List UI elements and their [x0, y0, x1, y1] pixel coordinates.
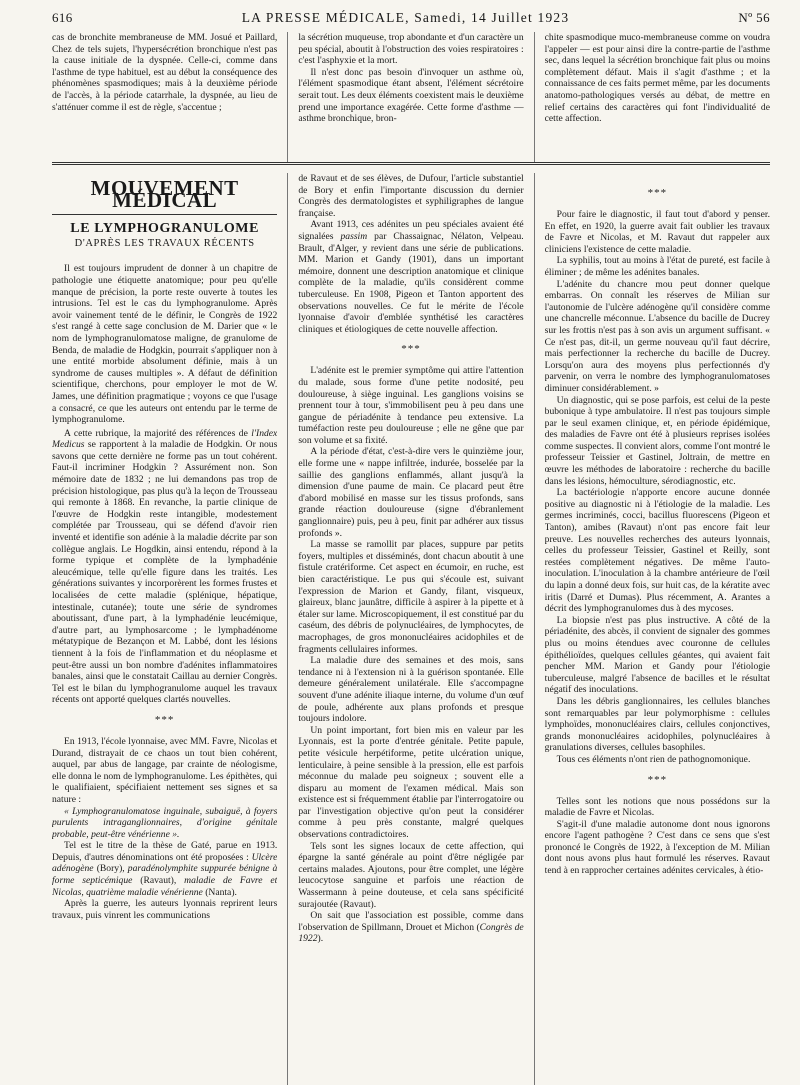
- paragraph: La bactériologie n'apporte encore aucune donnée positive au diagnostic ni à l'étiologie de la maladie. Les germes incriminés, cocci, bacillus fluorescens (Pigeon et Tanton), amibes (Ravaut) n'ont pas encore fait leur preuve. Les nouvelles recherches des auteurs lyonnais, celles du professeur Teissier, Gastinel et Reilly, sont restées complètement négatives. De même l'auto-inoculation. L'inoculation à la chambre antérieure de l'œil du lapin a donné deux fois, sur huit cas, de la kératite avec iritis (Darré et Dumas). Plus récemment, A. Arantes a décrit des lymphogranulomes dus à des mycoses.: [544, 487, 770, 615]
- paragraph: A cette rubrique, la majorité des références de l'Index Medicus se rapportent à la maladie de Hodgkin. Or nous savons que cette dernière ne forme pas un tout cohérent. Faut-il incriminer Hodgkin ? Assurément non. Son mémoire date de 1832 ; ne lui demandons pas trop de précision histologique, pas plus qu'à la leçon de Trousseau qui remonte à 1868. En revanche, la partie clinique de l'œuvre de Hodgkin reste intangible, modestement complétée par Trousseau, qui se défend d'avoir rien inventé et identifie son adénie à la maladie décrite par son collègue anglais. Le Hogdkin, ainsi entendu, répond à la forme typique et complète de la lymphadénie aleucémique, telle qu'elle figure dans les traités. Les générations suivantes y incorporèrent les formes frustes et localisées de cette maladie (splénique, hépatique, intestinale, cutanée); toute une série de syndromes aboutissant, d'une part, à la lymphadénie leucémique, d'autre part, au lymphosarcome ; le lymphadénome métatypique de Bezançon et M. Labbé, dont les lésions tiennent à la fois de l'inflammation et du néoplasme et peut-être aussi un bon nombre d'adénites inflammatoires banales, ainsi que le constatait Caillau au dernier Congrès. Tel est le bilan du lymphogranulome auquel les travaux récents ont apporté quelques clartés nouvelles.: [52, 427, 278, 706]
- paragraph: de Ravaut et de ses élèves, de Dufour, l'article substantiel de Bory et enfin l'importante discussion du dernier Congrès des dermatologistes et syphiligraphes de langue française.: [298, 173, 524, 219]
- paragraph: La syphilis, tout au moins à l'état de pureté, est facile à éliminer ; de même les adénites banales.: [544, 255, 770, 278]
- column-rule: [287, 173, 288, 1085]
- paragraph: L'adénite est le premier symptôme qui attire l'attention du malade, sous forme d'une petite nodosité, peu douloureuse, à siège inguinal. Les ganglions voisins se prennent tour à tour, s'immobilisent peu à peu dans une gangue de périadénite à tendance peu extensive. La tuméfaction reste peu douloureuse ; elle ne gêne que par son volume et sa fixité.: [298, 365, 524, 446]
- continued-article: [52, 32, 770, 165]
- issue-number: Nº 56: [738, 10, 770, 25]
- asterism: ***: [401, 343, 421, 356]
- paragraph: Tel est le titre de la thèse de Gaté, parue en 1913. Depuis, d'autres dénominations ont été proposées : Ulcère adénogène (Bory), paradénolymphite suppurée bénigne à forme septicémique (Ravaut), maladie de Favre et Nicolas, quatrième maladie vénérienne (Nanta).: [52, 840, 278, 898]
- paragraph: Pour faire le diagnostic, il faut tout d'abord y penser. En effet, en 1920, la guerre avait fait oublier les travaux de Favre et Nicolas, et M. Ravaut dut rappeler aux cliniciens l'existence de cette maladie.: [544, 209, 770, 255]
- column-rule: [534, 173, 535, 1085]
- article-column-3: [545, 173, 770, 1085]
- asterism: ***: [647, 773, 668, 786]
- paragraph: La biopsie n'est pas plus instructive. A côté de la périadénite, des abcès, il convient de signaler des gommes plus ou moins étendues avec couronne de cellules épithélioïdes, quelques cellules géantes, qui avaient fait pencher MM. Marion et Gandy pour l'étiologie tuberculeuse, malgré l'absence de bacilles et le résultat négatif des inoculations.: [544, 614, 770, 696]
- paragraph: S'agit-il d'une maladie autonome dont nous ignorons encore l'agent pathogène ? C'est dans ce sens que s'est prononcé le Congrès de 1922, à l'exception de M. Milian dont nous avons plus haut formulé les réserves. Ravaut tend à en rapprocher certaines adénites cervicales, à étio-: [544, 818, 770, 877]
- paragraph: Avant 1913, ces adénites un peu spéciales avaient été signalées passim par Chassaignac, Nélaton, Velpeau. Brault, d'Alger, y revient dans une série de publications. MM. Marion et Gandy (1901), dans un important mémoire, donnent une description anatomique et clinique complète de la maladie, qu'ils considèrent comme tuberculeuse. En 1908, Pigeon et Tanton apportent des observations nouvelles. Ce fut le mérite de l'école lyonnaise d'avoir d'emblée synthétisé les caractères cliniques et étiologiques de cette nouvelle affection.: [298, 219, 524, 335]
- column-rule: [534, 32, 535, 162]
- paragraph: Tous ces éléments n'ont rien de pathognomonique.: [556, 753, 751, 765]
- paragraph: la sécrétion muqueuse, trop abondante et d'un caractère un peu spécial, aboutit à l'obstruction des voies respiratoires : c'est l'asphyxie et la mort.: [298, 32, 524, 67]
- top-column-3: [545, 32, 770, 162]
- article-column-1: [52, 173, 277, 1085]
- paragraph: Telles sont les notions que nous possédons sur la maladie de Favre et Nicolas.: [544, 795, 770, 819]
- paragraph: La masse se ramollit par places, suppure par petits foyers, multiples et disséminés, dont chacun aboutit à une fistule cratériforme. Cet aspect en écumoir, en ruche, est bien caractéristique. Le pus qui s'écoule est, suivant l'expression de Marion et Gandy, filant, visqueux, glaireux, blanc jaunâtre, difficile à aspirer à la pipette et à étaler sur lame. Microscopiquement, il est constitué par du caséum, des débris de polynucléaires, de lymphocytes, de macrophages, de gros mononucléaires acidophiles et de fragments cellulaires informes.: [298, 539, 524, 655]
- page-number: 616: [52, 10, 73, 25]
- top-column-1: [52, 32, 277, 162]
- paragraph: Il n'est donc pas besoin d'invoquer un asthme où, l'élément spasmodique étant absent, l'élément sécrétoire serait tout. Les deux éléments coexistent mais le deuxième prend une importance exagérée. Cette forme d'asthme — asthme bronchique, bron-: [298, 66, 524, 125]
- paragraph: En 1913, l'école lyonnaise, avec MM. Favre, Nicolas et Durand, distrayait de ce chaos un tout bien cohérent, auquel, par abus de langage, par crainte de néologisme, elle donna le nom de lymphogranulome. Les épithètes, qui le qualifiaient, spécifiaient nettement ses signes et sa nature :: [52, 735, 278, 805]
- paragraph: chite spasmodique muco-membraneuse comme on voudra l'appeler — est pour ainsi dire la contre-partie de l'asthme sec, dans lequel la sécrétion bronchique fait plus ou moins complètement défaut. Mais il s'agit d'asthme ; et la connaissance de ces faits permet même, par les documents anatomo-pathologiques versés au débat, de mettre en relief certains des caractères qui font l'individualité de cette affection.: [544, 32, 770, 125]
- mouvement-medical-article: [52, 173, 770, 1085]
- quotation: « Lymphogranulomatose inguinale, subaiguë, à foyers purulents intraganglionnaires, d'origine génitale probable, peut-être vénérienne ».: [52, 805, 278, 840]
- paragraph: cas de bronchite membraneuse de MM. Josué et Paillard, Chez de tels sujets, l'hypersécrétion bronchique n'est pas la cause initiale de la dyspnée. Celle-ci, comme dans l'asthme de type habituel, est au début la conséquence des phénomènes spasmodiques; mais à la deuxième période de l'accès, à la période catarrhale, la dyspnée, au lieu de s'atténuer comme il est de règle, s'accentue ;: [52, 32, 278, 113]
- asterism: ***: [647, 187, 668, 199]
- paragraph: On sait que l'association est possible, comme dans l'observation de Spillmann, Drouet et Michon (Congrès de 1922).: [298, 910, 524, 945]
- paragraph: Il est toujours imprudent de donner à un chapitre de pathologie une étiquette anatomique; pour peu qu'elle manque de précision, la porte reste ouverte à toutes les intrusions. Tel est le cas du lymphogranulome. Après avoir vainement tenté de le définir, le Congrès de 1922 s'est rangé à cette sage conclusion de M. Darier que « le nom de lymphogranulomatose maligne, de granulome de Benda, de maladie de Hodgkin, pourrait s'appliquer non à une entité morbide absolument définie, mais à un syndrome de causes multiples ». A défaut de définition scientifique, cherchons, pour employer le mot de W. James, une définition pragmatique ; voyons ce que l'usage a consacré, ce que les auteurs ont entendu par le terme de lymphogranulome.: [52, 263, 278, 426]
- paragraph: A la période d'état, c'est-à-dire vers le quinzième jour, elle forme une « nappe infiltrée, indurée, bosselée par la saillie des ganglions enflammés, allant jusqu'à la dimension d'une paume de main. Ce placard peut être d'abord mobilisé en masse sur les tissus profonds, sans grande réaction douloureuse (signe d'ébranlement ganglionnaire) puis, peu à peu, finit par adhérer aux tissus profonds ».: [298, 446, 524, 539]
- paragraph: Tels sont les signes locaux de cette affection, qui épargne la santé générale au point d'être négligée par certains malades. Ajoutons, pour être complet, une légère leucocytose sanguine et parfois une réaction de Wassermann à peine douteuse, et cela sans spécificité surajoutée (Ravaut).: [298, 840, 524, 910]
- journal-title: LA PRESSE MÉDICALE, Samedi, 14 Juillet 1923: [241, 10, 570, 25]
- paragraph: Dans les débris ganglionnaires, les cellules blanches sont remarquables par leur polymorphisme : cellules lymphoïdes, mononucléaires clairs, cellules conjonctives, grands mononucléaires acidophiles, polynucléaires à granulations diverses, cellules basophiles.: [544, 695, 770, 754]
- paragraph: Après la guerre, les auteurs lyonnais reprirent leurs travaux, puis vinrent les communications: [52, 898, 278, 921]
- page-header: [52, 10, 770, 32]
- column-rule: [287, 32, 288, 162]
- article-column-2: [298, 173, 523, 1085]
- article-subtitle: D'APRÈS LES TRAVAUX RÉCENTS: [74, 237, 255, 249]
- paragraph: L'adénite du chancre mou peut donner quelque embarras. On connaît les réserves de Milian sur l'autonomie de l'ulcère adénogène qu'il considère comme une chancrelle méconnue. L'absence du bacille de Ducrey sur les frottis n'est pas à son avis un argument suffisant. « Ce n'est pas, dit-il, un germe nouveau qu'il faut décrire, mais perfectionner la recherche du bacille de Ducrey. Lorsqu'on aura des moyens plus perfectionnés d'y parvenir, on verra le nombre des lymphogranulomatoses diminuer considérablement. »: [544, 278, 770, 394]
- paragraph: Un diagnostic, qui se pose parfois, est celui de la peste bubonique à type ambulatoire. Il n'est pas toujours simple par le seul examen clinique, et, en période épidémique, des maladies de Favre ont été à plusieurs reprises isolées comme suspectes. Il convient alors, comme l'ont montré le professeur Teissier et Gastinel, Joltrain, de mettre en œuvre les méthodes de laboratoire : recherche du bacille dans les lésions, hémoculture, sérodiagnostic, etc.: [544, 394, 770, 487]
- asterism: ***: [154, 713, 175, 726]
- section-heading: MOUVEMENT MÉDICAL: [52, 173, 277, 215]
- top-column-2: [298, 32, 523, 162]
- article-title: LE LYMPHOGRANULOME: [70, 221, 260, 237]
- paragraph: La maladie dure des semaines et des mois, sans tendance ni à l'extension ni à la guérison spontanée. Elle demeure généralement unilatérale. Elle s'accompagne souvent d'une adénite iliaque interne, du volume d'un œuf de poule, adhérente aux plans profonds et presque toujours indolore.: [298, 655, 524, 725]
- paragraph: Un point important, fort bien mis en valeur par les Lyonnais, est la porte d'entrée génitale. Petite papule, petite vésicule herpétiforme, petite ulcération unique, lenticulaire, à peine sensible à la pression, elle est parfois méconnue du malade peu soigneux ; souvent elle a disparu au moment de l'examen médical. Mais son existence est si fréquemment établie par l'interrogatoire ou par l'investigation objective qu'on peut la considérer comme à peu près constante, malgré quelques observations contradictoires.: [298, 724, 524, 841]
